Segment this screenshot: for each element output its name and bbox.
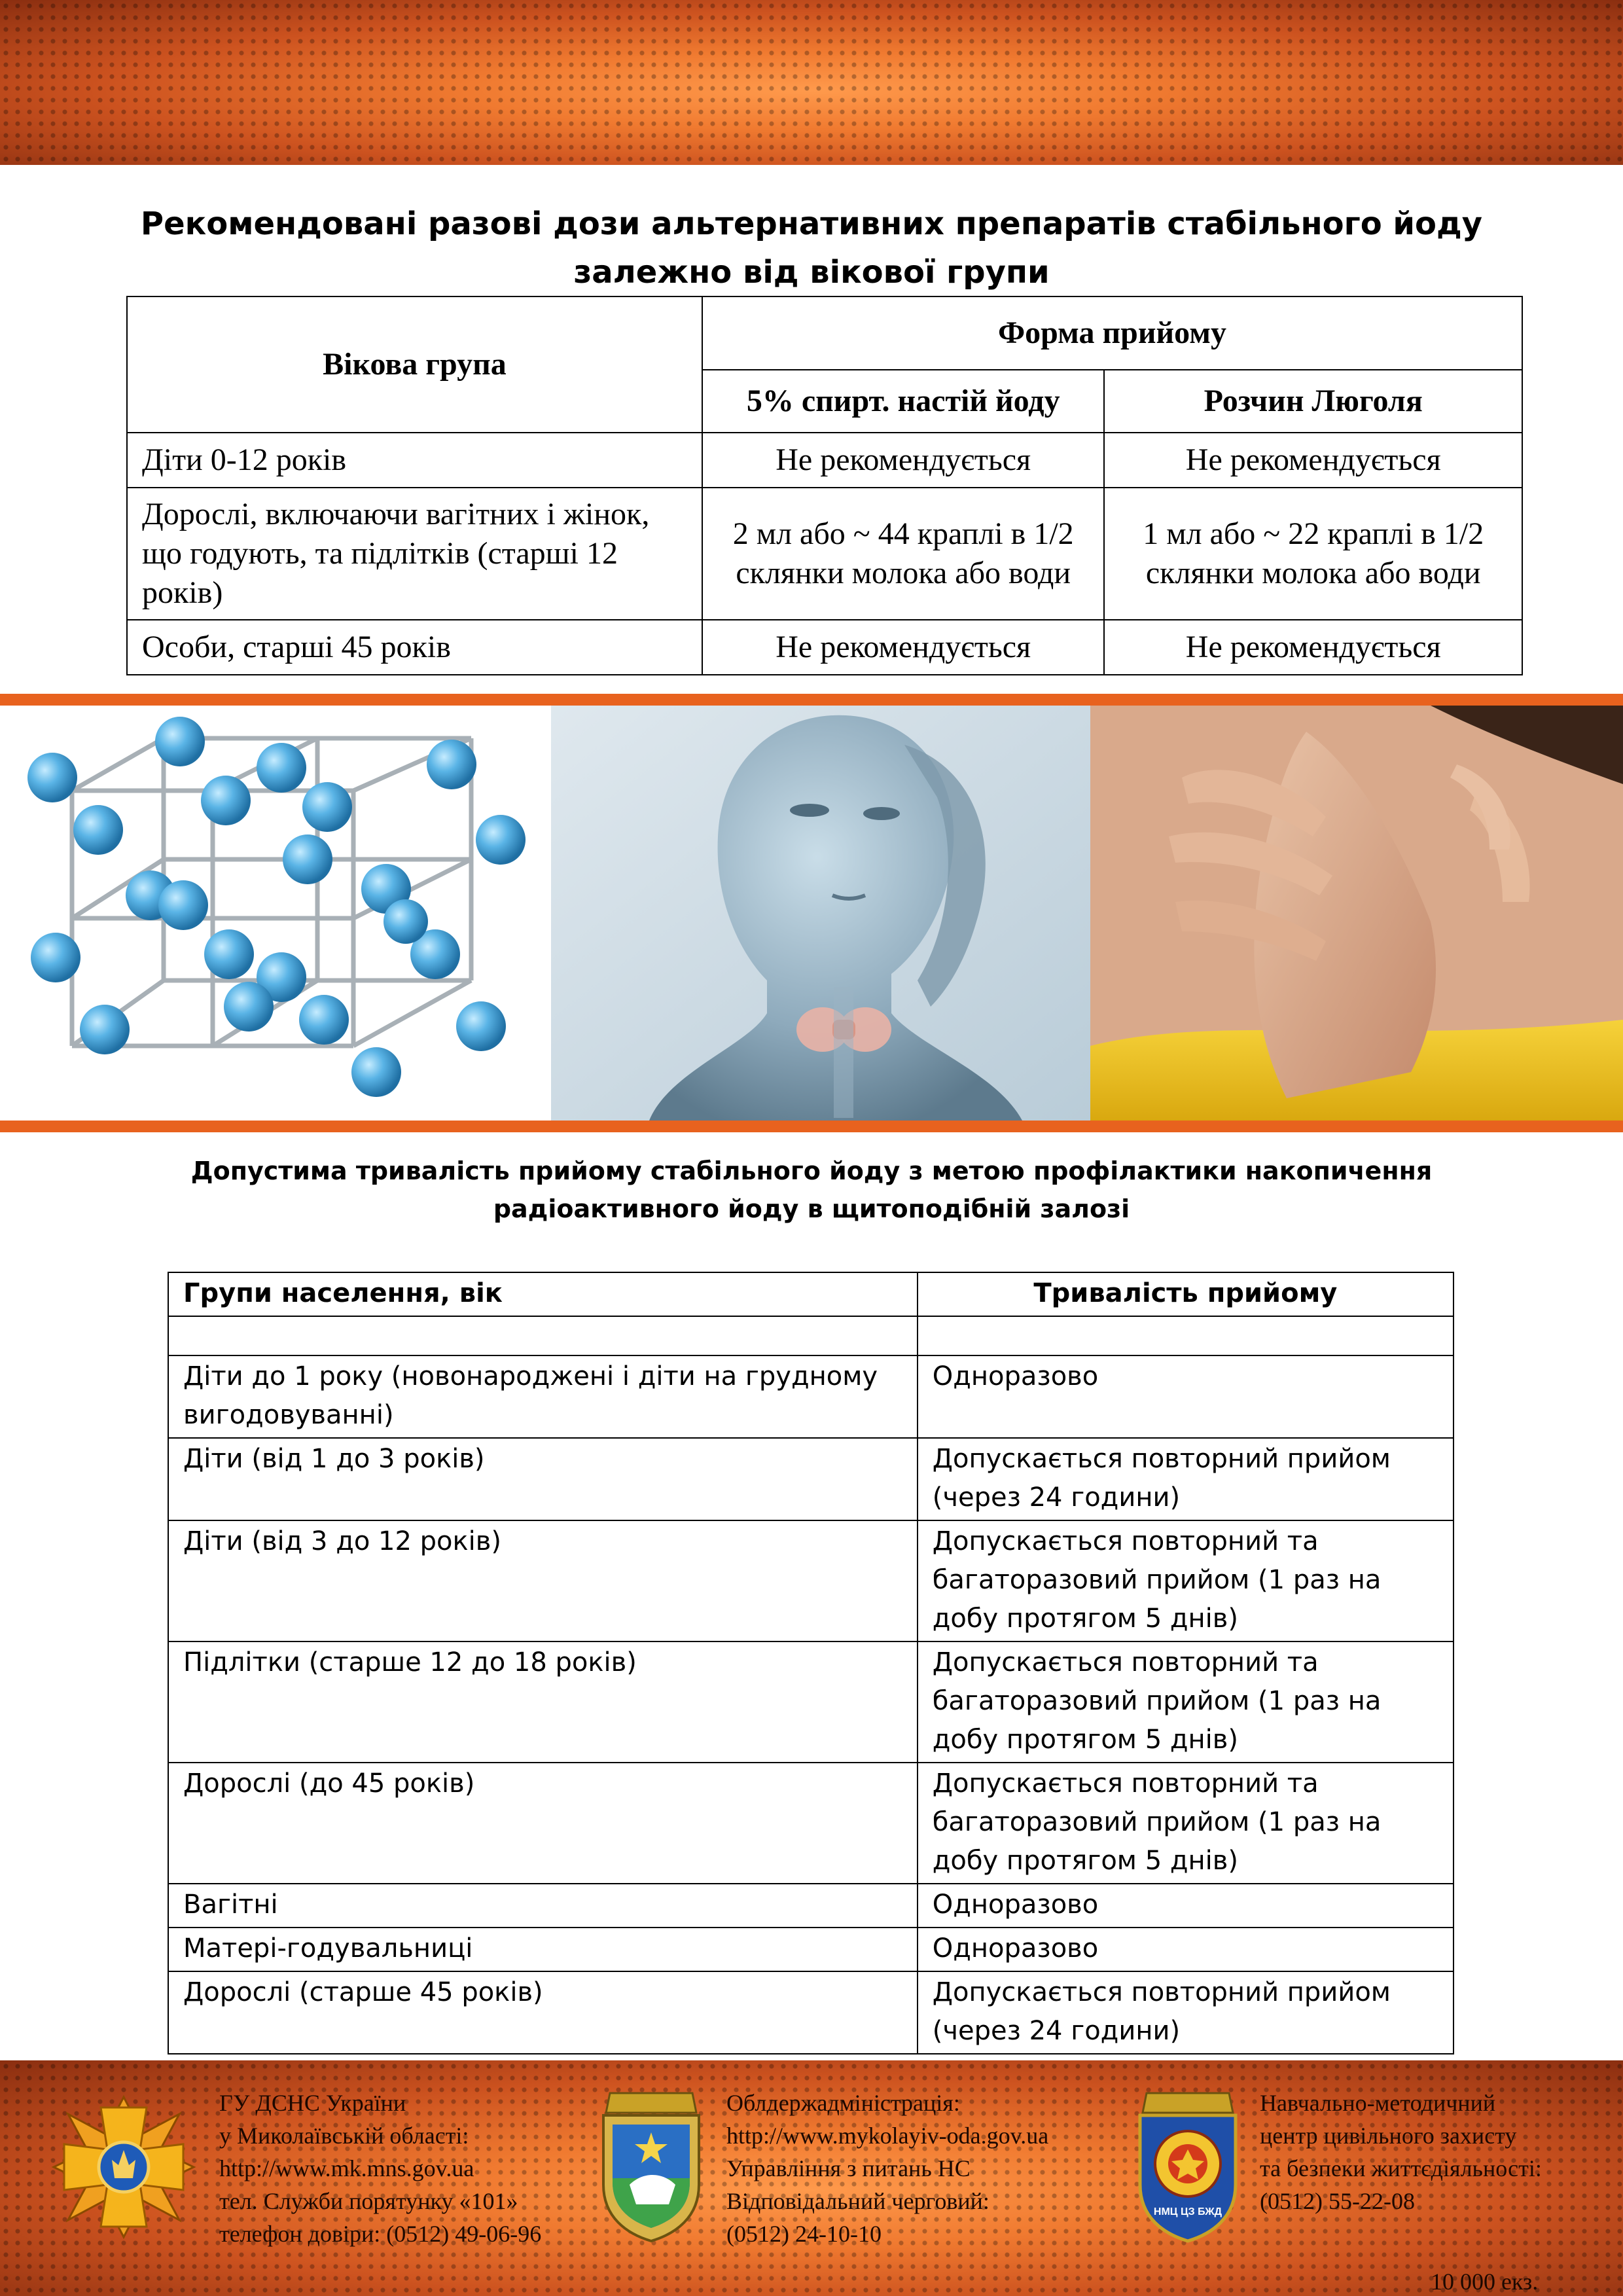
duration-table-title bbox=[92, 1152, 1531, 1228]
row-age-group: Дорослі, включаючи вагітних і жінок, що годують, та підлітків (старші 12 років) bbox=[127, 488, 702, 620]
footer-center-line: (0512) 55-22-08 bbox=[1260, 2188, 1415, 2214]
orange-divider-top bbox=[0, 694, 1623, 706]
row-lugol-dose: 1 мл або ~ 22 краплі в 1/2 склянки молока або води bbox=[1104, 488, 1522, 620]
footer-oda-line: (0512) 24-10-10 bbox=[726, 2221, 882, 2247]
population-group: Діти до 1 року (новонароджені і діти на грудному вигодовуванні) bbox=[168, 1355, 918, 1438]
hand-on-neck-image bbox=[1090, 706, 1623, 1121]
intake-duration: Допускається повторний та багаторазовий прийом (1 раз на добу протягом 5 днів) bbox=[918, 1520, 1454, 1641]
footer-oda-line: Відповідальний черговий: bbox=[726, 2188, 990, 2214]
footer-oda-contacts bbox=[726, 2087, 1048, 2250]
intake-duration: Одноразово bbox=[918, 1928, 1454, 1971]
footer-dsns-link[interactable]: http://www.mk.mns.gov.ua bbox=[219, 2155, 474, 2181]
footer-dsns-line: ГУ ДСНС України bbox=[219, 2090, 406, 2116]
population-group: Підлітки (старше 12 до 18 років) bbox=[168, 1641, 918, 1763]
molecular-lattice-image bbox=[0, 706, 551, 1121]
civil-protection-center-emblem-icon bbox=[1127, 2087, 1249, 2244]
row-tincture-dose: 2 мл або ~ 44 краплі в 1/2 склянки молока або води bbox=[702, 488, 1105, 620]
intake-duration: Допускається повторний прийом (через 24 години) bbox=[918, 1438, 1454, 1520]
table-row bbox=[168, 1641, 1454, 1763]
mykolaiv-region-coat-of-arms-icon bbox=[590, 2087, 712, 2244]
footer-dsns-line: телефон довіри: (0512) 49-06-96 bbox=[219, 2221, 542, 2247]
footer-oda-line: Облдержадміністрація: bbox=[726, 2090, 960, 2116]
empty-cell bbox=[168, 1316, 918, 1355]
orange-divider-bottom bbox=[0, 1121, 1623, 1132]
population-group: Дорослі (старше 45 років) bbox=[168, 1971, 918, 2054]
row-age-group: Діти 0-12 років bbox=[127, 433, 702, 488]
print-run: 10 000 екз. bbox=[1431, 2269, 1539, 2295]
population-group: Матері-годувальниці bbox=[168, 1928, 918, 1971]
population-group: Діти (від 1 до 3 років) bbox=[168, 1438, 918, 1520]
thyroid-anatomy-image bbox=[551, 706, 1090, 1121]
dsns-emblem-icon bbox=[51, 2094, 196, 2240]
footer-oda-line: Управління з питань НС bbox=[726, 2155, 971, 2181]
intake-duration: Допускається повторний прийом (через 24 години) bbox=[918, 1971, 1454, 2054]
table-row bbox=[168, 1763, 1454, 1884]
duration-title-line-2: радіоактивного йоду в щитоподібній залозі bbox=[493, 1194, 1130, 1223]
empty-cell bbox=[918, 1316, 1454, 1355]
footer-center-line: та безпеки життєдіяльності: bbox=[1260, 2155, 1542, 2181]
table-row bbox=[127, 620, 1522, 675]
dose-title-line-2: залежно від вікової групи bbox=[573, 254, 1050, 291]
header-population-group: Групи населення, вік bbox=[168, 1272, 918, 1316]
footer-oda-link[interactable]: http://www.mykolayiv-oda.gov.ua bbox=[726, 2123, 1049, 2149]
footer-center-line: Навчально-методичний bbox=[1260, 2090, 1496, 2116]
header-intake-form: Форма прийому bbox=[702, 296, 1522, 370]
population-group: Вагітні bbox=[168, 1884, 918, 1928]
footer-center-contacts bbox=[1260, 2087, 1542, 2217]
header-intake-duration: Тривалість прийому bbox=[918, 1272, 1454, 1316]
intake-duration: Допускається повторний та багаторазовий прийом (1 раз на добу протягом 5 днів) bbox=[918, 1641, 1454, 1763]
population-group: Дорослі (до 45 років) bbox=[168, 1763, 918, 1884]
header-age-group: Вікова група bbox=[127, 296, 702, 433]
duration-table bbox=[168, 1272, 1454, 2054]
row-lugol-dose: Не рекомендується bbox=[1104, 620, 1522, 675]
table-row bbox=[127, 488, 1522, 620]
duration-title-line-1: Допустима тривалість прийому стабільного йоду з метою профілактики накопичення bbox=[190, 1157, 1433, 1185]
population-group: Діти (від 3 до 12 років) bbox=[168, 1520, 918, 1641]
center-emblem-text: НМЦ ЦЗ БЖД bbox=[1153, 2206, 1222, 2217]
footer-center-line: центр цивільного захисту bbox=[1260, 2123, 1517, 2149]
row-age-group: Особи, старші 45 років bbox=[127, 620, 702, 675]
intake-duration: Одноразово bbox=[918, 1355, 1454, 1438]
table-row bbox=[168, 1884, 1454, 1928]
header-iodine-tincture: 5% спирт. настій йоду bbox=[702, 370, 1105, 433]
header-lugol-solution: Розчин Люголя bbox=[1104, 370, 1522, 433]
dose-table-title bbox=[92, 200, 1531, 296]
footer-dsns-line: тел. Служби порятунку «101» bbox=[219, 2188, 518, 2214]
intake-duration: Допускається повторний та багаторазовий прийом (1 раз на добу протягом 5 днів) bbox=[918, 1763, 1454, 1884]
top-decorative-band bbox=[0, 0, 1623, 165]
footer-dsns-contacts bbox=[219, 2087, 541, 2250]
table-row bbox=[168, 1355, 1454, 1438]
dose-table bbox=[126, 296, 1523, 675]
intake-duration: Одноразово bbox=[918, 1884, 1454, 1928]
empty-table-row bbox=[168, 1316, 1454, 1355]
row-tincture-dose: Не рекомендується bbox=[702, 433, 1105, 488]
row-lugol-dose: Не рекомендується bbox=[1104, 433, 1522, 488]
table-row bbox=[127, 433, 1522, 488]
footer-dsns-line: у Миколаївській області: bbox=[219, 2123, 469, 2149]
table-row bbox=[168, 1438, 1454, 1520]
table-row bbox=[168, 1928, 1454, 1971]
table-row bbox=[168, 1520, 1454, 1641]
row-tincture-dose: Не рекомендується bbox=[702, 620, 1105, 675]
table-row bbox=[168, 1971, 1454, 2054]
dose-title-line-1: Рекомендовані разові дози альтернативних препаратів стабільного йоду bbox=[140, 206, 1483, 242]
